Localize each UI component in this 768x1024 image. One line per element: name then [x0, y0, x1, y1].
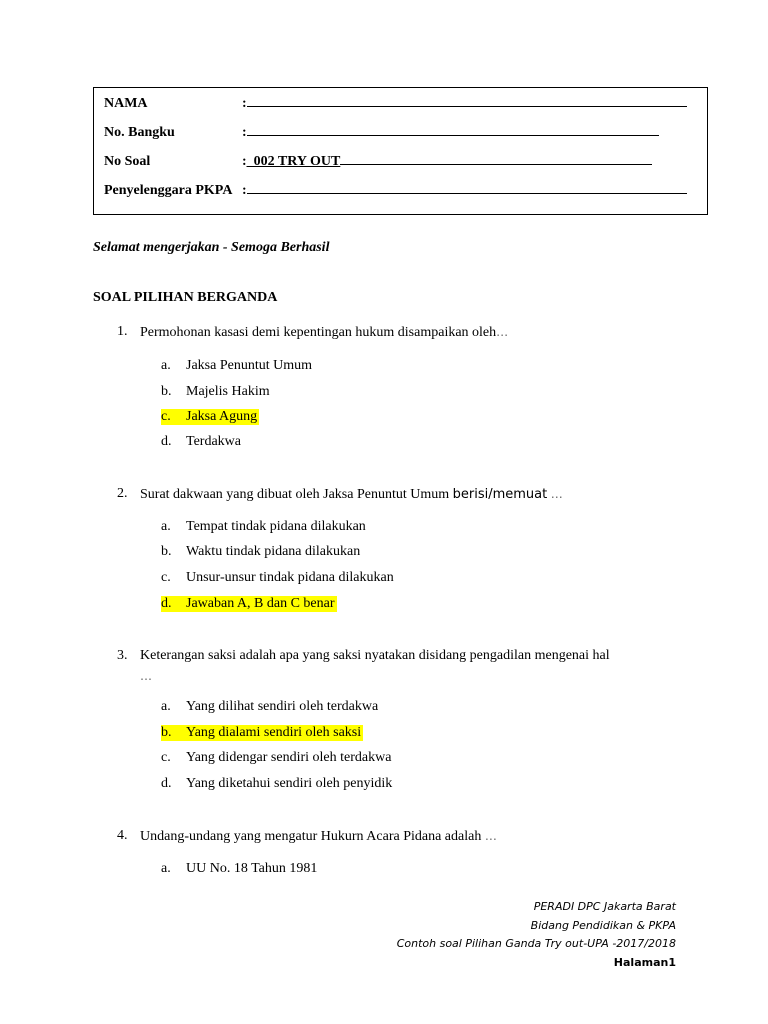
question-number: 3. [117, 648, 128, 663]
page-number: Halaman1 [613, 955, 676, 969]
question-number: 1. [117, 324, 128, 339]
question-3 [117, 646, 677, 687]
page-footer [397, 898, 676, 972]
greeting-text: Selamat mengerjakan - Semoga Berhasil [93, 240, 330, 255]
question-text: Keterangan saksi adalah apa yang saksi nyatakan disidang pengadilan mengenai hal [140, 648, 610, 663]
soal-colon: : [242, 154, 247, 169]
pkpa-label: Penyelenggara PKPA [104, 183, 233, 198]
soal-label: No Soal [104, 154, 151, 169]
option-2b[interactable]: b. Waktu tindak pidana dilakukan [161, 544, 361, 559]
soal-blank-line[interactable] [340, 151, 652, 165]
option-4a[interactable]: a. UU No. 18 Tahun 1981 [161, 861, 318, 876]
footer-organization: PERADI DPC Jakarta Barat [533, 900, 676, 913]
question-2 [117, 484, 677, 505]
option-2d-highlighted[interactable]: d. Jawaban A, B dan C benar [161, 596, 335, 611]
soal-value: _002 TRY OUT [246, 154, 341, 169]
student-info-box [93, 87, 708, 215]
ellipsis: … [550, 487, 563, 501]
question-text: Permohonan kasasi demi kepentingan hukum disampaikan oleh [140, 325, 497, 340]
question-4 [117, 826, 677, 847]
option-2c[interactable]: c. Unsur-unsur tindak pidana dilakukan [161, 570, 394, 585]
nama-blank-line[interactable] [247, 93, 687, 107]
option-3c[interactable]: c. Yang didengar sendiri oleh terdakwa [161, 750, 392, 765]
option-2a[interactable]: a. Tempat tindak pidana dilakukan [161, 519, 366, 534]
question-text-tail: berisi/memuat [452, 487, 548, 502]
option-3a[interactable]: a. Yang dilihat sendiri oleh terdakwa [161, 699, 379, 714]
option-3d[interactable]: d. Yang diketahui sendiri oleh penyidik [161, 776, 393, 791]
question-text: Surat dakwaan yang dibuat oleh Jaksa Penuntut Umum [140, 487, 450, 502]
ellipsis: … [496, 325, 509, 339]
ellipsis: … [484, 829, 497, 843]
nama-label: NAMA [104, 96, 148, 111]
pkpa-colon: : [242, 183, 247, 198]
pkpa-blank-line[interactable] [247, 180, 687, 194]
option-1c-highlighted[interactable]: c. Jaksa Agung [161, 409, 258, 424]
option-1d[interactable]: d. Terdakwa [161, 434, 241, 449]
bangku-colon: : [242, 125, 247, 140]
ellipsis: … [140, 669, 152, 683]
option-1b[interactable]: b. Majelis Hakim [161, 384, 270, 399]
question-number: 2. [117, 486, 128, 501]
section-title: SOAL PILIHAN BERGANDA [93, 290, 278, 305]
bangku-row [104, 122, 659, 141]
question-number: 4. [117, 828, 128, 843]
bangku-label: No. Bangku [104, 125, 175, 140]
question-text: Undang-undang yang mengatur Hukurn Acara Pidana adalah [140, 829, 482, 844]
soal-row [104, 151, 652, 170]
footer-document-title: Contoh soal Pilihan Ganda Try out-UPA -2017/2018 [396, 937, 676, 950]
nama-colon: : [242, 96, 247, 111]
option-1a[interactable]: a. Jaksa Penuntut Umum [161, 358, 312, 373]
nama-row [104, 93, 687, 112]
bangku-blank-line[interactable] [247, 122, 659, 136]
question-1 [117, 322, 677, 343]
option-3b-highlighted[interactable]: b. Yang dialami sendiri oleh saksi [161, 725, 362, 740]
pkpa-row [104, 180, 687, 199]
footer-department: Bidang Pendidikan & PKPA [530, 918, 676, 932]
